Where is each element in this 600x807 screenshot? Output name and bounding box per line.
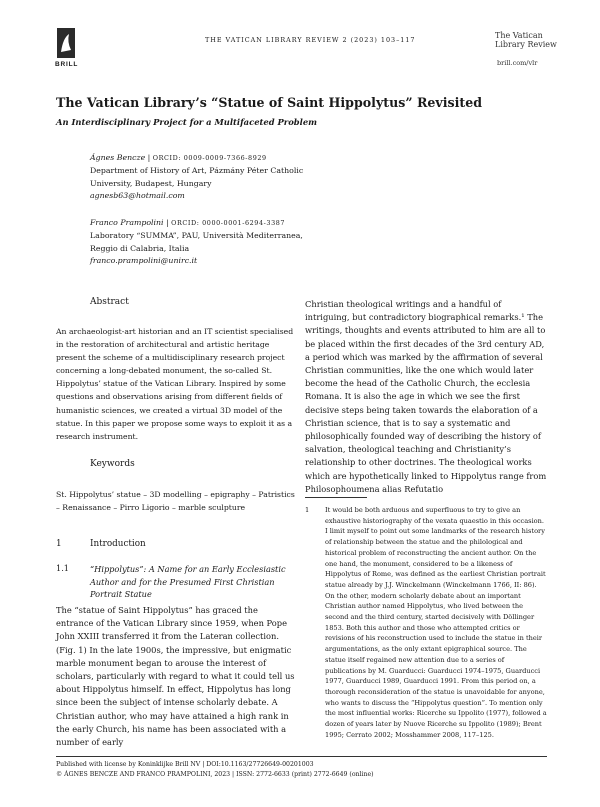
brill-logo-icon bbox=[57, 28, 75, 58]
footer-rule bbox=[56, 756, 547, 757]
author-email[interactable]: agnesb63@hotmail.com bbox=[90, 191, 185, 201]
footnote-text: It would be both arduous and superfluous to try to give an exhaustive historiography of the vexata quaestio in this occasion. I limit myself to point out some landmarks of the research history of relationship between the statue and the philological and historical problem of reconstructing the ancient author. On the one hand, the monument, considered to be a likeness of Hippolytus of Rome, was defined as the earliest Christian portrait statue already by J.J. Winckelmann (Winckelmann 1766, II: 86). On the other, modern scholarly debate about an important Christian author named Hippolytus, who lived between the second and the third century, started decisively with Döllinger 1853. Both this author and those who attempted critics or revisions of his reconstruction used to include the statue in their argumentations, as the only extant epigraphical source. The statue itself regained new attention due to a series of publications by M. Guarducci: Guarducci 1974–1975, Guarducci 1977, Guarducci 1989, Guarducci 1991. From this period on, a thorough reconsideration of the statue is unavoidable for anyone, who wants to discuss the “Hippolytus question”. To mention only the most influential works: Ricerche su Ippolito (1977), followed a dozen of years later by Nuove Ricerche su Ippolito (1989); Brent 1995; Cerrato 2002; Mosshammer 2008, 117–125. bbox=[325, 506, 547, 739]
publisher-name: BRILL bbox=[55, 61, 79, 68]
journal-name-line2: Library Review bbox=[495, 40, 557, 49]
footnote-rule bbox=[305, 497, 367, 498]
author-block-1: Ágnes Bencze | ORCID: 0009-0009-7366-8929 Department of History of Art, Pázmány Péter Catholic University, Budapest, Hungary agnesb63@hotmail.com bbox=[90, 152, 320, 203]
author-affiliation: Reggio di Calabria, Italia bbox=[90, 243, 190, 253]
author-affiliation: University, Budapest, Hungary bbox=[90, 178, 212, 188]
author-block-2: Franco Prampolini | ORCID: 0000-0001-6294-3387 Laboratory “SUMMA”, PAU, Università Mediterranea, Reggio di Calabria, Italia franco.prampolini@unirc.it bbox=[90, 217, 320, 268]
footnote bbox=[305, 505, 547, 740]
subsection-number: 1.1 bbox=[56, 563, 70, 573]
author-orcid[interactable]: ORCID: 0009-0009-7366-8929 bbox=[152, 154, 267, 162]
keywords-heading: Keywords bbox=[90, 459, 135, 469]
keywords-text: St. Hippolytus’ statue – 3D modelling – epigraphy – Patristics – Renaissance – Pirro Ligorio – marble sculpture bbox=[56, 490, 295, 513]
body-text-left: The “statue of Saint Hippolytus” has graced the entrance of the Vatican Library since 1959, when Pope John XXIII transferred it from the Lateran collection. (Fig. 1) In the late 1900s, the impressive, but enigmatic marble monument began to arouse the interest of scholars, particularly with regard to what it could tell us about Hippolytus himself. In effect, Hippolytus has long since been the subject of intense scholarly debate. A Christian author, who may have attained a high rank in the early Church, his name has been associated with a number of early bbox=[56, 605, 295, 748]
author-email[interactable]: franco.prampolini@unirc.it bbox=[90, 256, 198, 266]
running-head: THE VATICAN LIBRARY REVIEW 2 (2023) 103–117 bbox=[205, 36, 416, 44]
abstract-heading: Abstract bbox=[90, 297, 129, 307]
journal-name-line1: The Vatican bbox=[495, 31, 543, 40]
journal-name bbox=[495, 31, 557, 49]
author-affiliation: Department of History of Art, Pázmány Péter Catholic bbox=[90, 165, 304, 175]
abstract-text: An archaeologist-art historian and an IT scientist specialised in the restoration of architectural and artistic heritage present the scheme of a multidisciplinary research project concerning a long-debated monument, the so-called St. Hippolytus’ statue of the Vatican Library. Inspired by some questions and observations arising from different fields of humanistic sciences, we created a virtual 3D model of the statue. In this paper we propose some ways to exploit it as a research instrument. bbox=[56, 327, 294, 441]
subsection-title: “Hippolytus”: A Name for an Early Ecclesiastic Author and for the Presumed First Christian Portrait Statue bbox=[90, 564, 286, 600]
article-subtitle: An Interdisciplinary Project for a Multifaceted Problem bbox=[56, 117, 318, 127]
section-number: 1 bbox=[56, 539, 62, 549]
footer-license: Published with license by Koninklijke Brill NV | DOI:10.1163/27726649-00201003 bbox=[56, 761, 314, 768]
body-text-right: Christian theological writings and a handful of intriguing, but contradictory biographical remarks.¹ The writings, thoughts and events attributed to him are all to be placed within the first decades of the 3rd century AD, a period which was marked by the affirmation of several Christian communities, like the one which would later become the head of the Catholic Church, the ecclesia Romana. It is also the age in which we see the first decisive steps being taken towards the elaboration of a Christian science, that is to say a systematic and philosophically founded way of describing the history of salvation, theological teaching and Christianity’s relationship to other doctrines. The theological works which are hypothetically linked to Hippolytus range from Philosophoumena alias Refutatio bbox=[305, 299, 547, 494]
author-name: Ágnes Bencze bbox=[90, 153, 146, 162]
section-title: Introduction bbox=[90, 539, 146, 549]
article-title: The Vatican Library’s “Statue of Saint Hippolytus” Revisited bbox=[56, 95, 483, 110]
journal-url[interactable]: brill.com/vlr bbox=[497, 59, 538, 67]
footer-copyright: © ÁGNES BENCZE AND FRANCO PRAMPOLINI, 2023 | ISSN: 2772-6633 (print) 2772-6649 (online) bbox=[56, 771, 374, 778]
author-name: Franco Prampolini bbox=[90, 218, 164, 227]
author-affiliation: Laboratory “SUMMA”, PAU, Università Mediterranea, bbox=[90, 230, 303, 240]
author-orcid[interactable]: ORCID: 0000-0001-6294-3387 bbox=[171, 219, 286, 227]
footnote-number: 1 bbox=[305, 506, 310, 514]
